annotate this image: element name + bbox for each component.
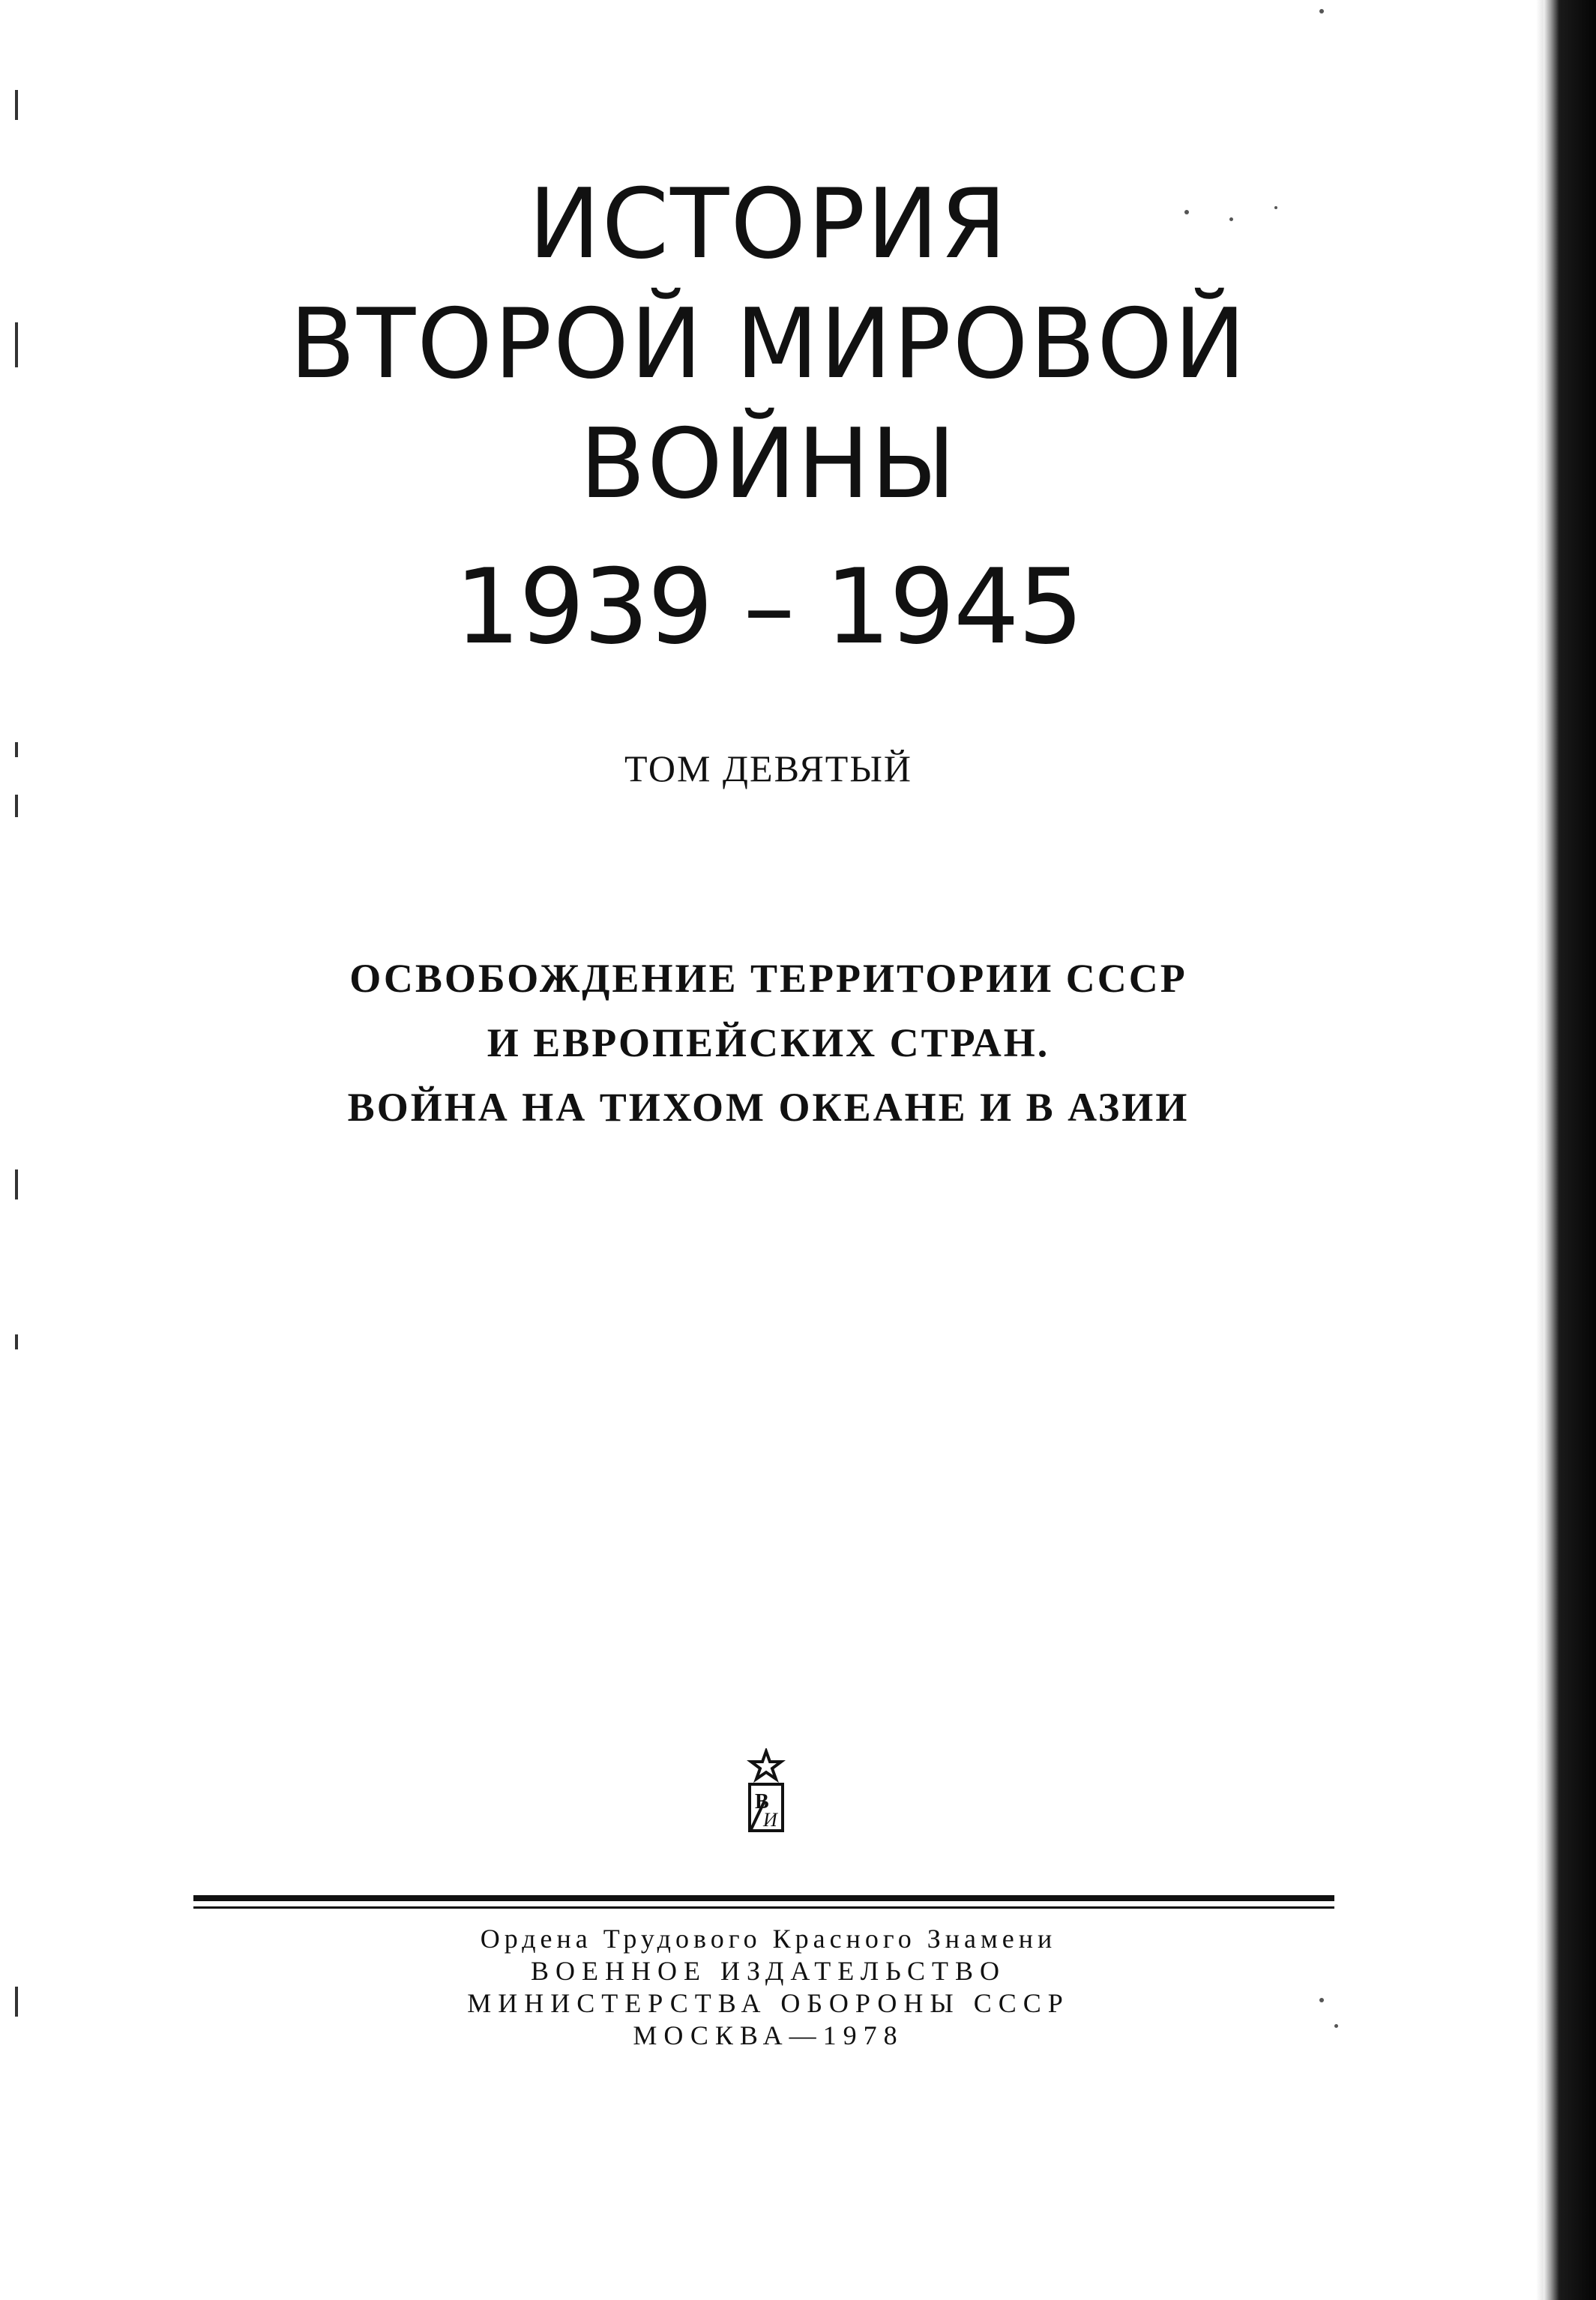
scan-speck (1229, 217, 1233, 221)
voenizdat-logo-icon (742, 1748, 790, 1838)
scan-speck (1274, 206, 1277, 209)
scan-speck (1334, 2024, 1338, 2028)
publisher-divider-thick (193, 1895, 1334, 1901)
publisher-name: ВОЕННОЕ ИЗДАТЕЛЬСТВО (531, 1956, 1006, 1986)
scan-speck (1319, 9, 1324, 13)
publisher-order: Ордена Трудового Красного Знамени (480, 1924, 1057, 1954)
volume-number: ТОМ ДЕВЯТЫЙ (624, 747, 913, 789)
svg-text:В: В (755, 1790, 769, 1813)
book-title-line-2: ВТОРОЙ МИРОВОЙ (289, 289, 1247, 400)
scan-gutter-shadow (1536, 0, 1544, 2300)
svg-text:И: И (763, 1809, 777, 1831)
book-title-line-3: ВОЙНЫ (579, 409, 957, 520)
volume-subtitle-line-2: И ЕВРОПЕЙСКИХ СТРАН. (487, 1020, 1050, 1065)
scan-dark-edge (1544, 0, 1596, 2300)
scan-speck (1319, 1998, 1324, 2002)
publisher-ministry: МИНИСТЕРСТВА ОБОРОНЫ СССР (467, 1988, 1070, 2018)
scan-speck (1184, 210, 1189, 214)
book-years: 1939 – 1945 (454, 547, 1082, 667)
publisher-city-year: МОСКВА—1978 (633, 2020, 904, 2050)
book-title-line-1: ИСТОРИЯ (529, 169, 1008, 280)
volume-subtitle-line-1: ОСВОБОЖДЕНИЕ ТЕРРИТОРИИ СССР (349, 956, 1187, 1001)
volume-subtitle-line-3: ВОЙНА НА ТИХОМ ОКЕАНЕ И В АЗИИ (347, 1085, 1190, 1130)
publisher-divider-thin (193, 1906, 1334, 1909)
